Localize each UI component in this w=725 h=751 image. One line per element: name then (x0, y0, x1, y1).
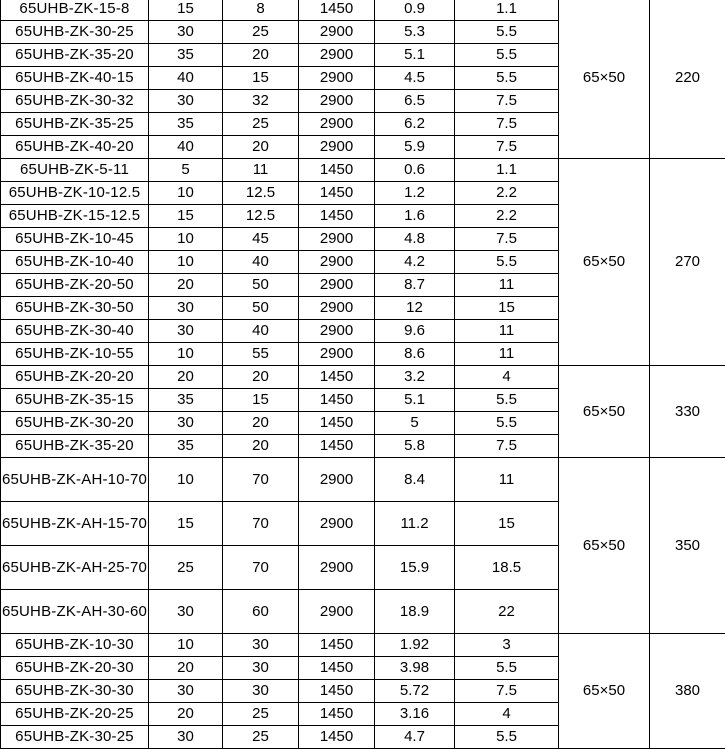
shaft-power-cell: 5.8 (375, 435, 455, 458)
flow-cell: 5 (149, 159, 223, 182)
flow-cell: 20 (149, 657, 223, 680)
flow-cell: 30 (149, 90, 223, 113)
shaft-power-cell: 4.2 (375, 251, 455, 274)
speed-cell: 2900 (299, 502, 375, 546)
flow-cell: 15 (149, 502, 223, 546)
flow-cell: 35 (149, 44, 223, 67)
speed-cell: 1450 (299, 680, 375, 703)
motor-power-cell: 7.5 (455, 680, 559, 703)
speed-cell: 2900 (299, 320, 375, 343)
head-cell: 70 (223, 502, 299, 546)
head-cell: 15 (223, 67, 299, 90)
shaft-power-cell: 5.1 (375, 389, 455, 412)
flow-cell: 15 (149, 0, 223, 21)
model-cell: 65UHB-ZK-35-20 (1, 435, 149, 458)
head-cell: 15 (223, 389, 299, 412)
motor-power-cell: 5.5 (455, 44, 559, 67)
weight-cell: 220 (650, 0, 725, 159)
motor-power-cell: 1.1 (455, 0, 559, 21)
speed-cell: 1450 (299, 634, 375, 657)
motor-power-cell: 11 (455, 343, 559, 366)
speed-cell: 1450 (299, 657, 375, 680)
head-cell: 25 (223, 21, 299, 44)
motor-power-cell: 2.2 (455, 182, 559, 205)
model-cell: 65UHB-ZK-AH-25-70 (1, 546, 149, 590)
model-cell: 65UHB-ZK-15-8 (1, 0, 149, 21)
table-row (1, 0, 725, 21)
model-cell: 65UHB-ZK-30-30 (1, 680, 149, 703)
spec-table-body (1, 0, 725, 749)
speed-cell: 2900 (299, 113, 375, 136)
table-row (1, 366, 725, 389)
shaft-power-cell: 11.2 (375, 502, 455, 546)
weight-cell: 350 (650, 458, 725, 634)
flow-cell: 10 (149, 458, 223, 502)
motor-power-cell: 7.5 (455, 136, 559, 159)
shaft-power-cell: 9.6 (375, 320, 455, 343)
flow-cell: 35 (149, 113, 223, 136)
flow-cell: 40 (149, 67, 223, 90)
head-cell: 20 (223, 366, 299, 389)
head-cell: 30 (223, 680, 299, 703)
speed-cell: 1450 (299, 389, 375, 412)
shaft-power-cell: 8.4 (375, 458, 455, 502)
flow-cell: 10 (149, 251, 223, 274)
shaft-power-cell: 4.7 (375, 726, 455, 749)
flow-cell: 20 (149, 274, 223, 297)
weight-cell: 330 (650, 366, 725, 458)
speed-cell: 1450 (299, 0, 375, 21)
head-cell: 12.5 (223, 205, 299, 228)
table-row (1, 634, 725, 657)
head-cell: 60 (223, 590, 299, 634)
model-cell: 65UHB-ZK-30-50 (1, 297, 149, 320)
motor-power-cell: 5.5 (455, 726, 559, 749)
motor-power-cell: 5.5 (455, 389, 559, 412)
model-cell: 65UHB-ZK-20-50 (1, 274, 149, 297)
speed-cell: 1450 (299, 159, 375, 182)
speed-cell: 2900 (299, 546, 375, 590)
shaft-power-cell: 15.9 (375, 546, 455, 590)
shaft-power-cell: 8.6 (375, 343, 455, 366)
speed-cell: 1450 (299, 205, 375, 228)
table-row (1, 458, 725, 502)
shaft-power-cell: 0.6 (375, 159, 455, 182)
speed-cell: 2900 (299, 590, 375, 634)
speed-cell: 2900 (299, 343, 375, 366)
motor-power-cell: 5.5 (455, 251, 559, 274)
flow-cell: 10 (149, 182, 223, 205)
shaft-power-cell: 6.5 (375, 90, 455, 113)
flow-cell: 20 (149, 366, 223, 389)
head-cell: 50 (223, 274, 299, 297)
head-cell: 70 (223, 458, 299, 502)
model-cell: 65UHB-ZK-5-11 (1, 159, 149, 182)
speed-cell: 2900 (299, 297, 375, 320)
motor-power-cell: 5.5 (455, 657, 559, 680)
flow-cell: 30 (149, 412, 223, 435)
flow-cell: 10 (149, 343, 223, 366)
motor-power-cell: 2.2 (455, 205, 559, 228)
head-cell: 25 (223, 726, 299, 749)
motor-power-cell: 1.1 (455, 159, 559, 182)
head-cell: 32 (223, 90, 299, 113)
shaft-power-cell: 1.2 (375, 182, 455, 205)
speed-cell: 2900 (299, 136, 375, 159)
model-cell: 65UHB-ZK-20-25 (1, 703, 149, 726)
motor-power-cell: 15 (455, 297, 559, 320)
head-cell: 20 (223, 44, 299, 67)
shaft-power-cell: 5 (375, 412, 455, 435)
speed-cell: 2900 (299, 90, 375, 113)
motor-power-cell: 5.5 (455, 21, 559, 44)
flow-cell: 30 (149, 21, 223, 44)
head-cell: 50 (223, 297, 299, 320)
head-cell: 25 (223, 703, 299, 726)
weight-cell: 270 (650, 159, 725, 366)
model-cell: 65UHB-ZK-35-20 (1, 44, 149, 67)
flow-cell: 30 (149, 726, 223, 749)
head-cell: 45 (223, 228, 299, 251)
shaft-power-cell: 18.9 (375, 590, 455, 634)
model-cell: 65UHB-ZK-35-15 (1, 389, 149, 412)
weight-cell: 380 (650, 634, 725, 749)
model-cell: 65UHB-ZK-AH-10-70 (1, 458, 149, 502)
flow-cell: 40 (149, 136, 223, 159)
shaft-power-cell: 1.92 (375, 634, 455, 657)
shaft-power-cell: 4.5 (375, 67, 455, 90)
speed-cell: 2900 (299, 251, 375, 274)
flow-cell: 20 (149, 703, 223, 726)
outlet-size-cell: 65×50 (559, 458, 650, 634)
shaft-power-cell: 3.16 (375, 703, 455, 726)
shaft-power-cell: 5.72 (375, 680, 455, 703)
motor-power-cell: 3 (455, 634, 559, 657)
shaft-power-cell: 4.8 (375, 228, 455, 251)
model-cell: 65UHB-ZK-AH-15-70 (1, 502, 149, 546)
shaft-power-cell: 1.6 (375, 205, 455, 228)
shaft-power-cell: 3.98 (375, 657, 455, 680)
motor-power-cell: 7.5 (455, 113, 559, 136)
speed-cell: 2900 (299, 67, 375, 90)
head-cell: 40 (223, 320, 299, 343)
flow-cell: 25 (149, 546, 223, 590)
motor-power-cell: 15 (455, 502, 559, 546)
model-cell: 65UHB-ZK-40-15 (1, 67, 149, 90)
table-row (1, 159, 725, 182)
flow-cell: 15 (149, 205, 223, 228)
flow-cell: 10 (149, 634, 223, 657)
flow-cell: 30 (149, 680, 223, 703)
motor-power-cell: 7.5 (455, 90, 559, 113)
head-cell: 30 (223, 634, 299, 657)
outlet-size-cell: 65×50 (559, 634, 650, 749)
outlet-size-cell: 65×50 (559, 366, 650, 458)
model-cell: 65UHB-ZK-30-32 (1, 90, 149, 113)
model-cell: 65UHB-ZK-10-55 (1, 343, 149, 366)
speed-cell: 2900 (299, 21, 375, 44)
head-cell: 30 (223, 657, 299, 680)
speed-cell: 1450 (299, 703, 375, 726)
shaft-power-cell: 12 (375, 297, 455, 320)
head-cell: 20 (223, 435, 299, 458)
speed-cell: 1450 (299, 435, 375, 458)
head-cell: 70 (223, 546, 299, 590)
motor-power-cell: 18.5 (455, 546, 559, 590)
model-cell: 65UHB-ZK-20-20 (1, 366, 149, 389)
model-cell: 65UHB-ZK-AH-30-60 (1, 590, 149, 634)
shaft-power-cell: 5.1 (375, 44, 455, 67)
speed-cell: 2900 (299, 44, 375, 67)
motor-power-cell: 7.5 (455, 228, 559, 251)
motor-power-cell: 11 (455, 274, 559, 297)
model-cell: 65UHB-ZK-10-45 (1, 228, 149, 251)
model-cell: 65UHB-ZK-30-40 (1, 320, 149, 343)
model-cell: 65UHB-ZK-10-12.5 (1, 182, 149, 205)
speed-cell: 1450 (299, 726, 375, 749)
outlet-size-cell: 65×50 (559, 159, 650, 366)
motor-power-cell: 11 (455, 458, 559, 502)
motor-power-cell: 5.5 (455, 412, 559, 435)
motor-power-cell: 4 (455, 703, 559, 726)
model-cell: 65UHB-ZK-30-25 (1, 726, 149, 749)
head-cell: 20 (223, 412, 299, 435)
speed-cell: 1450 (299, 412, 375, 435)
flow-cell: 35 (149, 389, 223, 412)
speed-cell: 2900 (299, 228, 375, 251)
head-cell: 11 (223, 159, 299, 182)
shaft-power-cell: 6.2 (375, 113, 455, 136)
speed-cell: 2900 (299, 458, 375, 502)
motor-power-cell: 7.5 (455, 435, 559, 458)
motor-power-cell: 22 (455, 590, 559, 634)
shaft-power-cell: 8.7 (375, 274, 455, 297)
motor-power-cell: 5.5 (455, 67, 559, 90)
head-cell: 40 (223, 251, 299, 274)
shaft-power-cell: 3.2 (375, 366, 455, 389)
shaft-power-cell: 0.9 (375, 0, 455, 21)
model-cell: 65UHB-ZK-30-25 (1, 21, 149, 44)
model-cell: 65UHB-ZK-35-25 (1, 113, 149, 136)
model-cell: 65UHB-ZK-10-30 (1, 634, 149, 657)
head-cell: 25 (223, 113, 299, 136)
motor-power-cell: 11 (455, 320, 559, 343)
model-cell: 65UHB-ZK-40-20 (1, 136, 149, 159)
speed-cell: 2900 (299, 274, 375, 297)
model-cell: 65UHB-ZK-20-30 (1, 657, 149, 680)
flow-cell: 30 (149, 590, 223, 634)
flow-cell: 30 (149, 297, 223, 320)
shaft-power-cell: 5.9 (375, 136, 455, 159)
flow-cell: 10 (149, 228, 223, 251)
motor-power-cell: 4 (455, 366, 559, 389)
model-cell: 65UHB-ZK-10-40 (1, 251, 149, 274)
flow-cell: 30 (149, 320, 223, 343)
speed-cell: 1450 (299, 366, 375, 389)
shaft-power-cell: 5.3 (375, 21, 455, 44)
model-cell: 65UHB-ZK-30-20 (1, 412, 149, 435)
model-cell: 65UHB-ZK-15-12.5 (1, 205, 149, 228)
outlet-size-cell: 65×50 (559, 0, 650, 159)
head-cell: 20 (223, 136, 299, 159)
head-cell: 8 (223, 0, 299, 21)
head-cell: 12.5 (223, 182, 299, 205)
speed-cell: 1450 (299, 182, 375, 205)
head-cell: 55 (223, 343, 299, 366)
flow-cell: 35 (149, 435, 223, 458)
